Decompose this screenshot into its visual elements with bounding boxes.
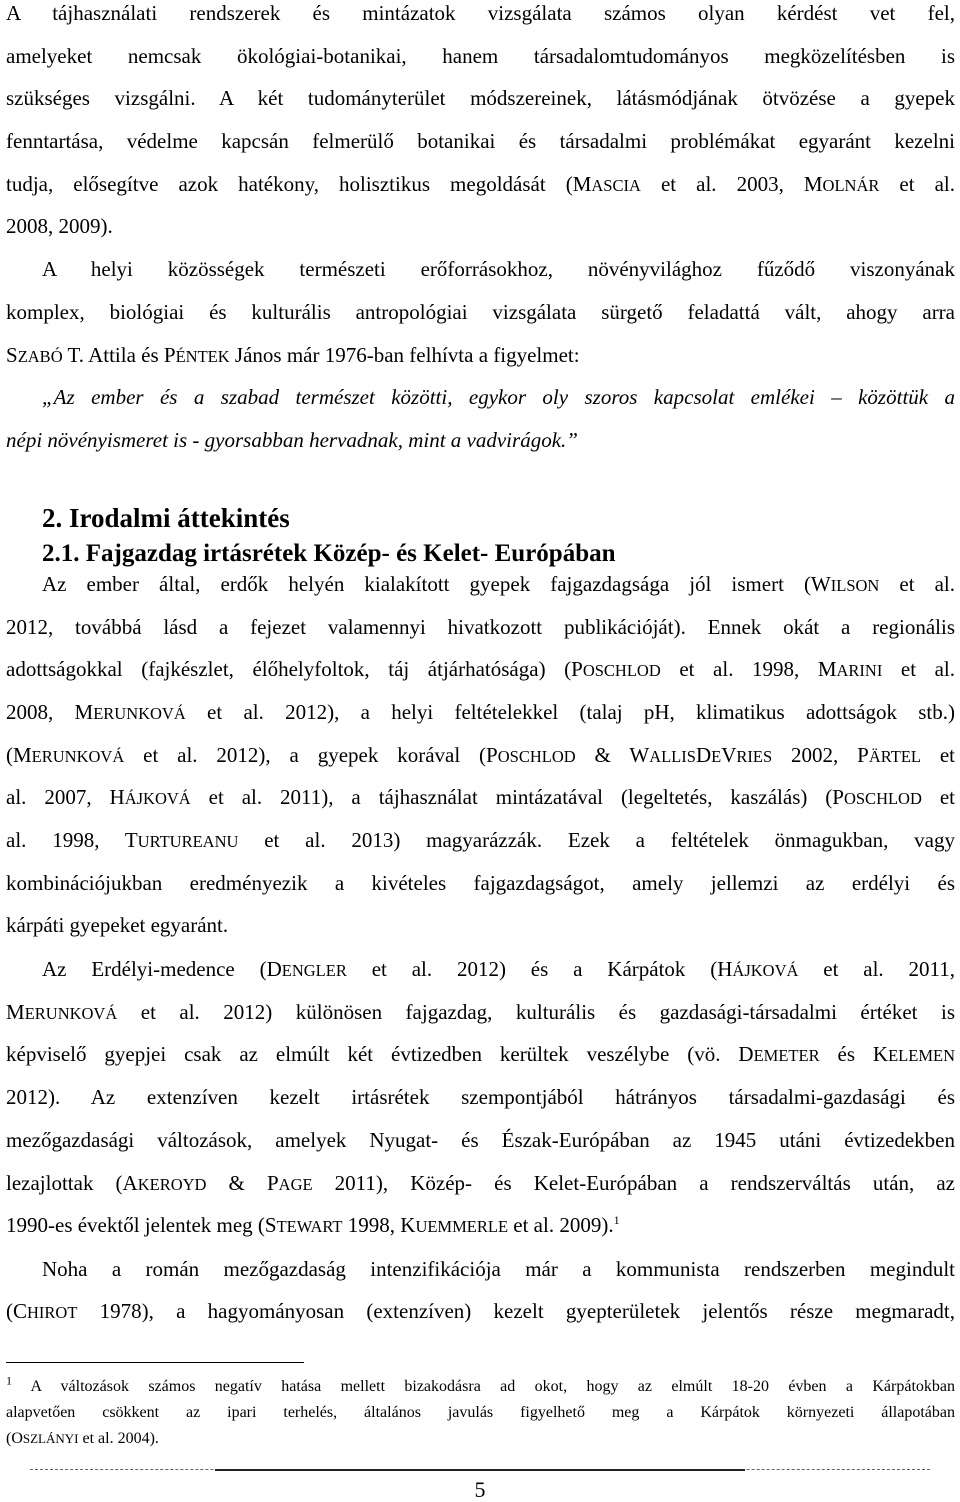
body-line: adottságokkal (fajkészlet, élőhelyfoltok, táj átjárhatósága) (POSCHLOD et al. 1998, MARINI et al.	[6, 657, 956, 681]
body-line: amelyeket nemcsak ökológiai-botanikai, hanem társadalomtudományos megközelítésben is	[6, 44, 955, 68]
body-line: mezőgazdasági változások, amelyek Nyugat- és Észak-Európában az 1945 utáni évtizedekben	[6, 1128, 955, 1152]
body-line: Noha a román mezőgazdaság intenzifikációja már a kommunista rendszerben megindult	[42, 1257, 955, 1281]
body-line: 2008, MERUNKOVÁ et al. 2012), a helyi feltételekkel (talaj pH, klimatikus adottságok stb.)	[6, 700, 955, 724]
body-line: Az Erdélyi-medence (DENGLER et al. 2012) és a Kárpátok (HÁJKOVÁ et al. 2011,	[42, 957, 955, 981]
footnote-line: (OSZLÁNYI et al. 2004).	[6, 1430, 159, 1447]
body-line: A helyi közösségek természeti erőforrásokhoz, növényvilághoz fűződő viszonyának	[42, 257, 955, 281]
body-line: Az ember által, erdők helyén kialakított gyepek fajgazdagsága jól ismert (WILSON et al.	[42, 572, 956, 596]
body-line: lezajlottak (AKEROYD & PAGE 2011), Közép- és Kelet-Európában a rendszerváltás után, az	[6, 1171, 955, 1195]
body-line: kárpáti gyepeket egyaránt.	[6, 913, 229, 937]
footnote-line: alapvetően csökkent az ipari terhelés, általános javulás figyelhető meg a Kárpátok környezeti állapotában	[6, 1404, 955, 1421]
quote-line: „Az ember és a szabad természet közötti, egykor oly szoros kapcsolat emlékei – közöttük a	[42, 385, 955, 409]
footnote-ref[interactable]: 1	[613, 1213, 620, 1227]
page-number: 5	[474, 1477, 486, 1502]
footnote-separator	[6, 1362, 304, 1363]
footnote-line: $^1$ A változások számos negatív hatása mellett bizakodásra ad okot, hogy az elmúlt 18-20 évben a Kárpátokban	[6, 1373, 955, 1395]
body-line: 2012). Az extenzíven kezelt irtásrétek szempontjából hátrányos társadalmi-gazdasági és	[6, 1085, 955, 1109]
body-line: al. 2007, HÁJKOVÁ et al. 2011), a tájhasználat mintázatával (legeltetés, kaszálás) (POSCHLOD et	[6, 785, 955, 809]
body-line: A tájhasználati rendszerek és mintázatok vizsgálata számos olyan kérdést vet fel,	[6, 1, 955, 25]
body-line: (MERUNKOVÁ et al. 2012), a gyepek korával (POSCHLOD & WALLISDEVRIES 2002, PÄRTEL et	[6, 743, 956, 767]
body-line: kombinációjukban eredményezik a kivételes fajgazdagságot, amely jellemzi az erdélyi és	[6, 871, 955, 895]
footer-rule-center	[215, 1469, 745, 1471]
quote-line: népi növényismeret is - gyorsabban hervadnak, mint a vadvirágok.”	[6, 428, 578, 452]
body-line: SZABÓ T. Attila és PÉNTEK János már 1976-ban felhívta a figyelmet:	[6, 343, 580, 367]
subsection-heading: 2.1. Fajgazdag irtásrétek Közép- és Kelet- Európában	[42, 540, 616, 567]
body-line: MERUNKOVÁ et al. 2012) különösen fajgazdag, kulturális és gazdasági-társadalmi értéket is	[6, 1000, 955, 1024]
body-line: szükséges vizsgálni. A két tudományterület módszereinek, látásmódjának ötvözése a gyepek	[6, 86, 955, 110]
body-line: képviselő gyepjei csak az elmúlt két évtizedben kerültek veszélybe (vö. DEMETER és KELEMEN	[6, 1042, 955, 1066]
body-line: al. 1998, TURTUREANU et al. 2013) magyarázzák. Ezek a feltételek önmagukban, vagy	[6, 828, 955, 852]
body-line: 2012, továbbá lásd a fejezet valamennyi hivatkozott publikációját). Ennek okát a regionális	[6, 615, 955, 639]
body-line: 1990-es évektől jelentek meg (STEWART 1998, KUEMMERLE et al. 2009).$^1$	[6, 1213, 620, 1237]
body-line: fenntartása, védelme kapcsán felmerülő botanikai és társadalmi problémákat egyaránt kezelni	[6, 129, 955, 153]
body-line: tudja, elősegítve azok hatékony, holisztikus megoldását (MASCIA et al. 2003, MOLNÁR et al.	[6, 172, 956, 196]
section-heading: 2. Irodalmi áttekintés	[42, 503, 290, 533]
body-line: (CHIROT 1978), a hagyományosan (extenzíven) kezelt gyepterületek jelentős része megmaradt,	[6, 1299, 955, 1323]
body-line: komplex, biológiai és kulturális antropológiai vizsgálata sürgető feladattá vált, ahogy arra	[6, 300, 955, 324]
body-line: 2008, 2009).	[6, 214, 113, 238]
